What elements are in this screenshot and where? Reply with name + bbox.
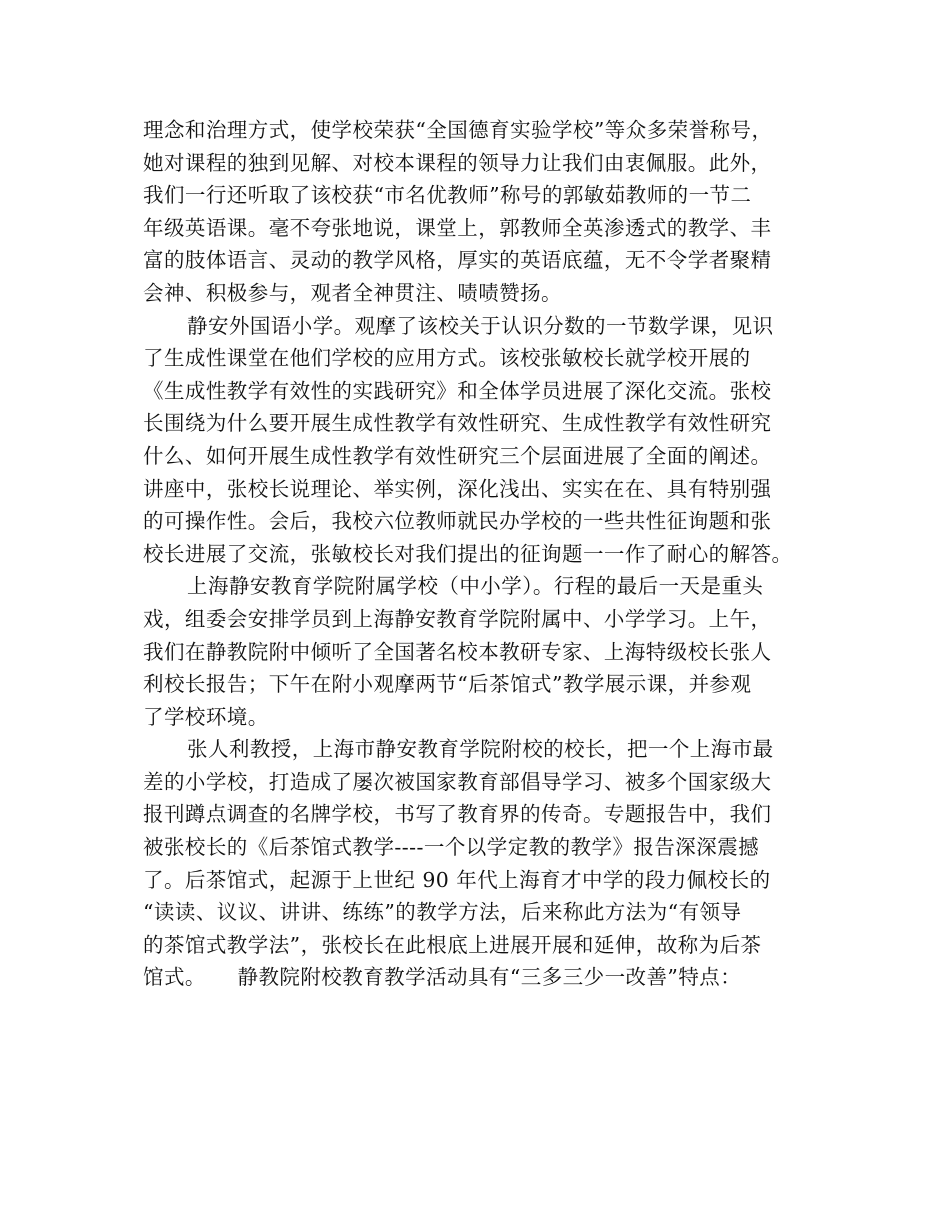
text-line: 《生成性教学有效性的实践研究》和全体学员进展了深化交流。张校	[143, 378, 772, 403]
text-line: 理念和治理方式，使学校荣获“全国德育实验学校”等众多荣誉称号，	[143, 118, 773, 142]
text-line: 我们一行还听取了该校获“市名优教师”称号的郭敏茹教师的一节二	[143, 183, 752, 208]
text-line: 的可操作性。会后，我校六位教师就民办学校的一些共性征询题和张	[143, 509, 772, 534]
text-line: 了学校环境。	[143, 704, 269, 729]
text-line: 馆式。 静教院附校教育教学活动具有“三多三少一改善”特点：	[143, 965, 742, 990]
text-line: 利校长报告；下午在附小观摩两节“后茶馆式”教学展示课，并参观	[143, 672, 752, 697]
text-line: 被张校长的《后茶馆式教学----一个以学定教的教学》报告深深震撼	[143, 835, 760, 860]
text-line: 什么、如何开展生成性教学有效性研究三个层面进展了全面的阐述。	[143, 443, 772, 468]
text-line: 报刊蹲点调查的名牌学校，书写了教育界的传奇。专题报告中，我们	[143, 802, 772, 827]
paragraph-start-line: 张人利教授，上海市静安教育学院附校的校长，把一个上海市最	[187, 737, 774, 762]
paragraph-start-line: 静安外国语小学。观摩了该校关于认识分数的一节数学课，见识	[187, 313, 774, 338]
text-line: 会神、积极参与，观者全神贯注、啧啧赞扬。	[143, 280, 562, 305]
text-line: 我们在静教院附中倾听了全国著名校本教研专家、上海特级校长张人	[143, 639, 772, 664]
body-text	[143, 114, 813, 994]
paragraph-start-line: 上海静安教育学院附属学校（中小学）。行程的最后一天是重头	[187, 574, 764, 599]
text-line: 的茶馆式教学法”，张校长在此根底上进展开展和延伸，故称为后茶	[143, 932, 762, 957]
text-line: 长围绕为什么要开展生成性教学有效性研究、生成性教学有效性研究	[143, 411, 772, 436]
text-line: 富的肢体语言、灵动的教学风格，厚实的英语底蕴，无不令学者聚精	[143, 248, 772, 273]
text-line: 年级英语课。毫不夸张地说，课堂上，郭教师全英渗透式的教学、丰	[143, 215, 772, 240]
text-line: “读读、议议、讲讲、练练”的教学方法，后来称此方法为“有领导	[143, 900, 742, 925]
text-line: 她对课程的独到见解、对校本课程的领导力让我们由衷佩服。此外，	[143, 150, 772, 175]
text-line: 了生成性课堂在他们学校的应用方式。该校张敏校长就学校开展的	[143, 346, 751, 371]
text-line: 差的小学校，打造成了屡次被国家教育部倡导学习、被多个国家级大	[143, 769, 772, 794]
text-line: 校长进展了交流，张敏校长对我们提出的征询题一一作了耐心的解答。	[143, 541, 793, 566]
text-line: 了。后茶馆式，起源于上世纪 90 年代上海育才中学的段力佩校长的	[143, 867, 771, 892]
text-line: 讲座中，张校长说理论、举实例，深化浅出、实实在在、具有特别强	[143, 476, 772, 501]
text-line: 戏，组委会安排学员到上海静安教育学院附属中、小学学习。上午，	[143, 606, 772, 631]
